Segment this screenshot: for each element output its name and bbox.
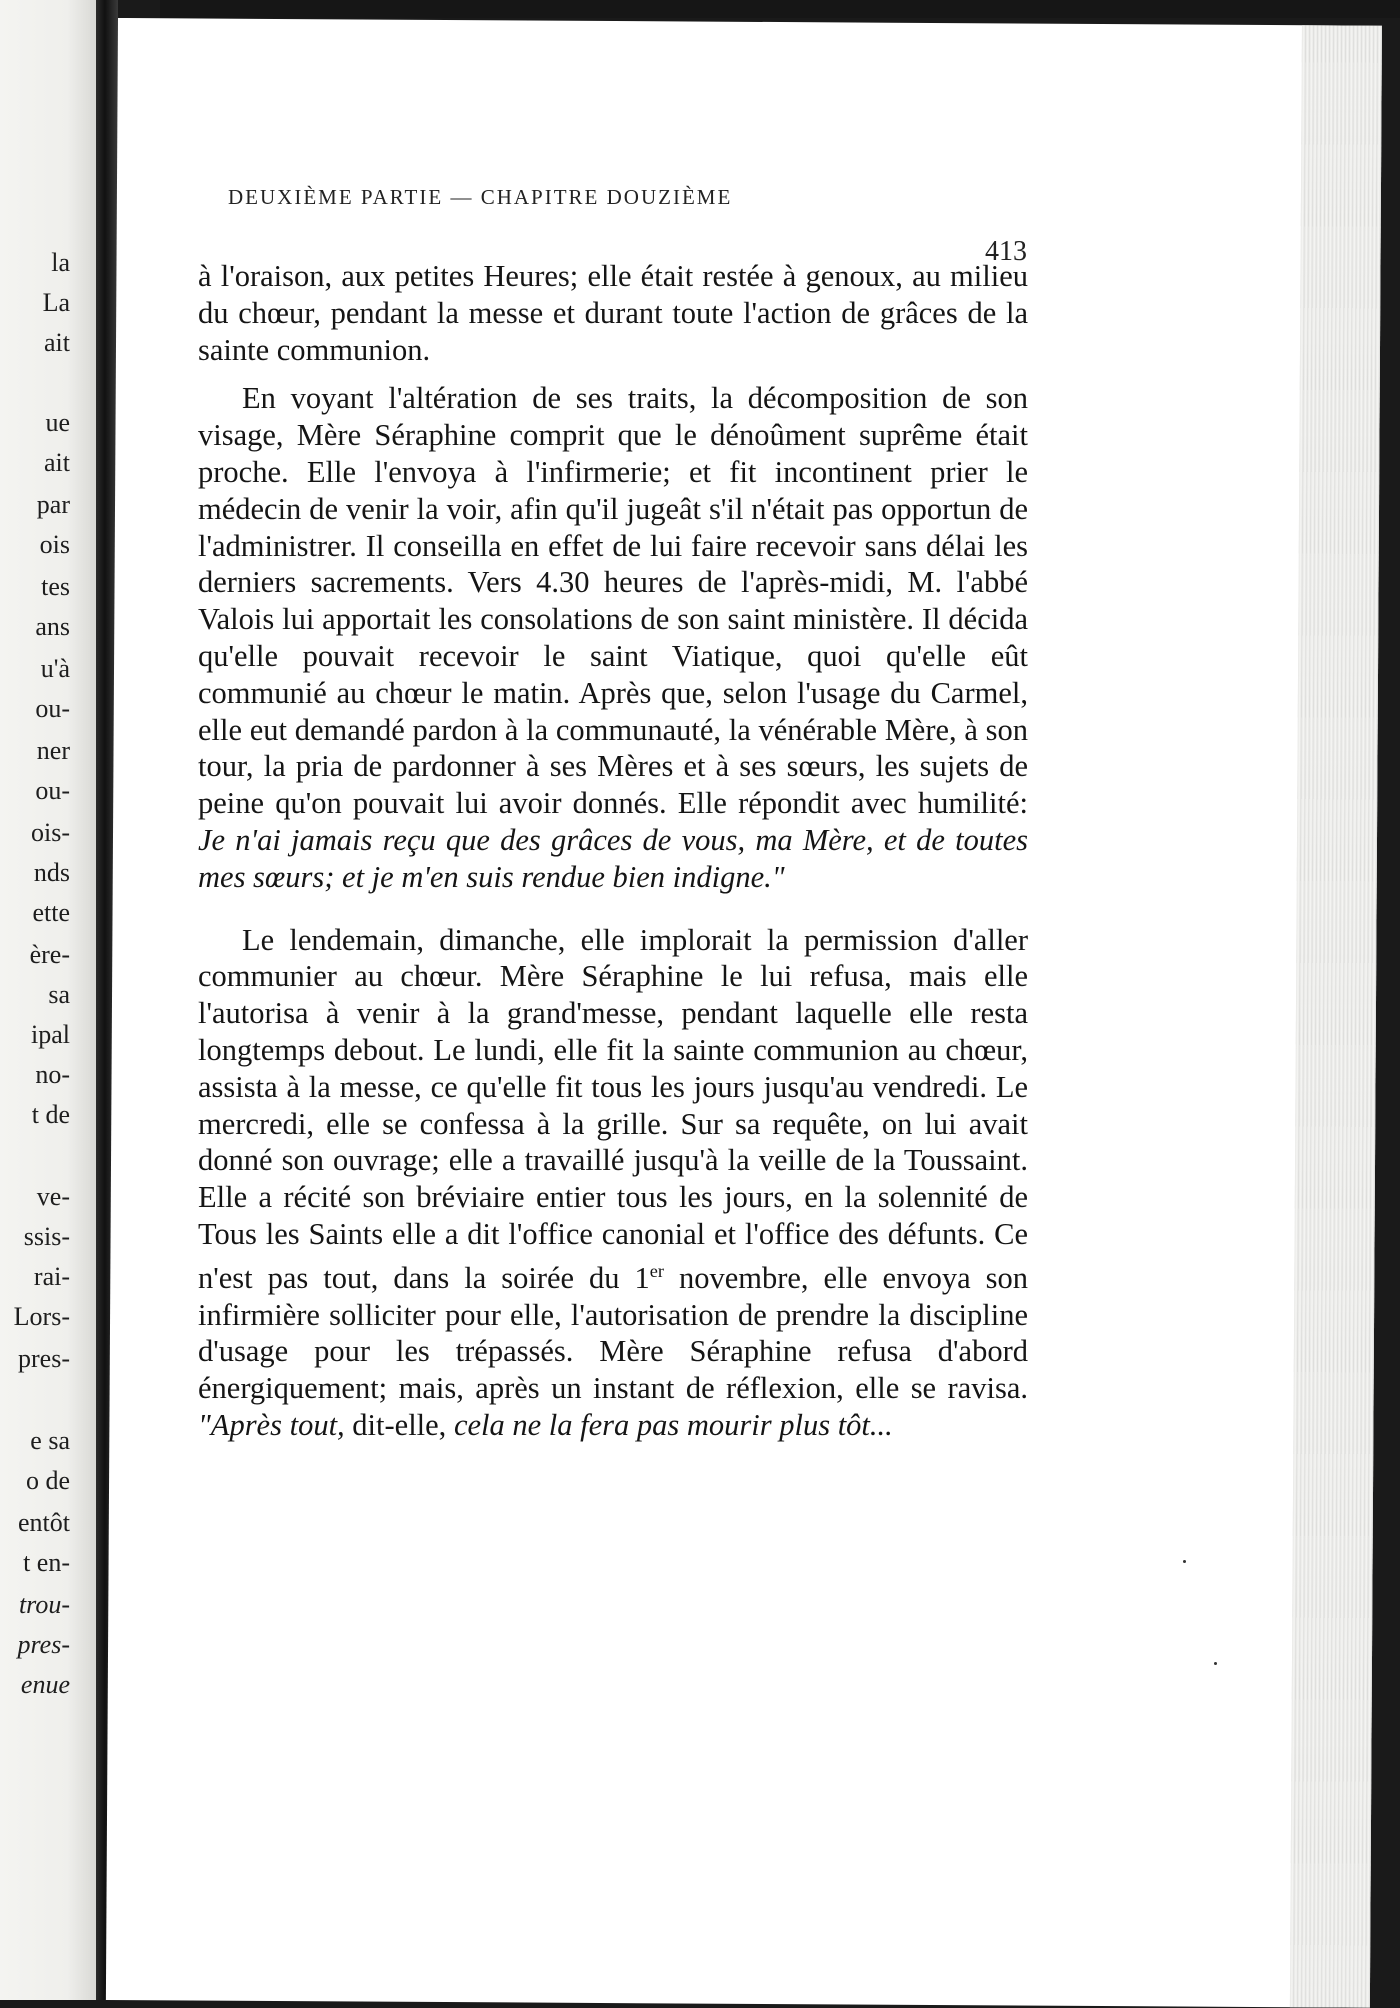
ordinal-superscript: er [649,1260,664,1281]
left-page-text-fragment: ipal [31,1020,70,1049]
italic-quote: cela ne la fera pas mourir plus tôt... [453,1408,893,1443]
dust-speck [1183,1560,1186,1563]
left-page-text-fragment: ue [45,408,70,437]
left-page-text-fragment: ssis- [23,1222,70,1251]
left-page-text-fragment: entôt [18,1508,70,1537]
left-page-text-fragment: La [42,288,70,317]
left-page-text-fragment: trou- [18,1590,70,1619]
left-page-text-fragment: pres- [18,1344,70,1373]
left-page-text-fragment: ait [44,328,70,357]
running-header: DEUXIÈME PARTIE — CHAPITRE DOUZIÈME [228,185,733,209]
left-page-text-fragment: ve- [36,1182,70,1211]
paragraph-text: En voyant l'altération de ses traits, la décomposition de son visage, Mère Séraphine comprit que le dénoûment suprême était proche. Elle l'envoya à l'infirmerie; et fit incontinent prier le médecin de venir la voir, afin qu'il jugeât s'il n'était pas opportun de l'administrer. Il conseilla en effet de lui faire recevoir sans délai les derniers sacrements. Vers 4.30 heures de l'après-midi, M. l'abbé Valois lui apportait les consolations de son saint ministère. Il décida qu'elle pouvait recevoir le saint Viatique, quoi qu'elle eût communié au chœur le matin. Après que, selon l'usage du Carmel, elle eut demandé pardon à la communauté, la vénérable Mère, à son tour, la pria de pardonner à ses Mères et à ses sœurs, les sujets de peine qu'on pouvait lui avoir donnés. Elle répondit avec humilité: [198,381,1028,821]
left-page-text-fragment: ait [44,448,70,477]
left-page-text-fragment: ère- [29,940,70,969]
italic-quote: Je n'ai jamais reçu que des grâces de vous, ma Mère, et de toutes mes sœurs; et je m'en suis rendue bien indigne." [198,822,1028,894]
left-page-text-fragment: ou- [35,694,70,723]
paragraph-text: novembre, elle envoya son infirmière solliciter pour elle, l'autorisation de prendre la discipline d'usage pour les trépassés. Mère Séraphine refusa d'abord énergiquement; mais, après un instant de réflexion, elle se ravisa. [198,1260,1028,1406]
left-page-text-fragment: rai- [33,1262,70,1291]
left-page-text-fragment: t de [31,1100,70,1129]
left-page-text-fragment: pres- [17,1630,70,1659]
left-page-text-fragment: ois [39,530,70,559]
left-page-text-fragment: ette [32,898,70,927]
page-number: 413 [985,236,1027,267]
left-page-text-fragment: t en- [23,1548,70,1577]
left-page-text-fragment: o de [25,1466,70,1495]
italic-quote: "Après tout, [198,1408,345,1443]
left-page-text-fragment: ans [35,612,70,641]
paragraph [198,922,1028,1444]
left-page-text-fragment: ner [36,736,70,765]
left-page-text-fragment: enue [20,1670,70,1699]
left-page-text-fragment: u'à [40,654,70,683]
dust-speck [1214,1662,1217,1665]
page-stack-edge [1290,25,1382,2007]
left-page-text-fragment: sa [48,980,70,1009]
left-page-text-fragment: la [51,248,70,277]
scan-background-top [160,0,1400,18]
left-page-text-fragment: ou- [35,776,70,805]
left-page-text-fragment: Lors- [13,1302,70,1331]
left-page-text-fragment: tes [41,572,70,601]
paragraph: à l'oraison, aux petites Heures; elle était restée à genoux, au milieu du chœur, pendant la messe et durant toute l'action de grâces de la sainte communion. [198,259,1028,367]
quote-attribution: dit-elle, [344,1408,454,1443]
left-facing-page [0,0,96,2000]
left-page-text-fragment: par [36,490,70,519]
page-body [198,258,1028,1444]
left-page-text-fragment: e sa [30,1426,70,1455]
paragraph-text: Le lendemain, dimanche, elle implorait la permission d'aller communier au chœur. Mère Séraphine le lui refusa, mais elle l'autorisa à venir à la grand'messe, pendant laquelle elle resta longtemps debout. Le lundi, elle fit la sainte communion au chœur, assista à la messe, ce qu'elle fit tous les jours jusqu'au vendredi. Le mercredi, elle se confessa à la grille. Sur sa requête, on lui avait donné son ouvrage; elle a travaillé jusqu'à la veille de la Toussaint. Elle a récité son bréviaire entier tous les jours, en la solennité de Tous les Saints elle a dit l'office canonial et l'office des défunts. Ce n'est pas tout, dans la soirée du 1 [198,922,1028,1295]
left-page-text-fragment: no- [35,1060,70,1089]
left-page-text-fragment: nds [33,858,70,887]
paragraph [198,380,1028,895]
left-page-text-fragment: ois- [31,818,70,847]
